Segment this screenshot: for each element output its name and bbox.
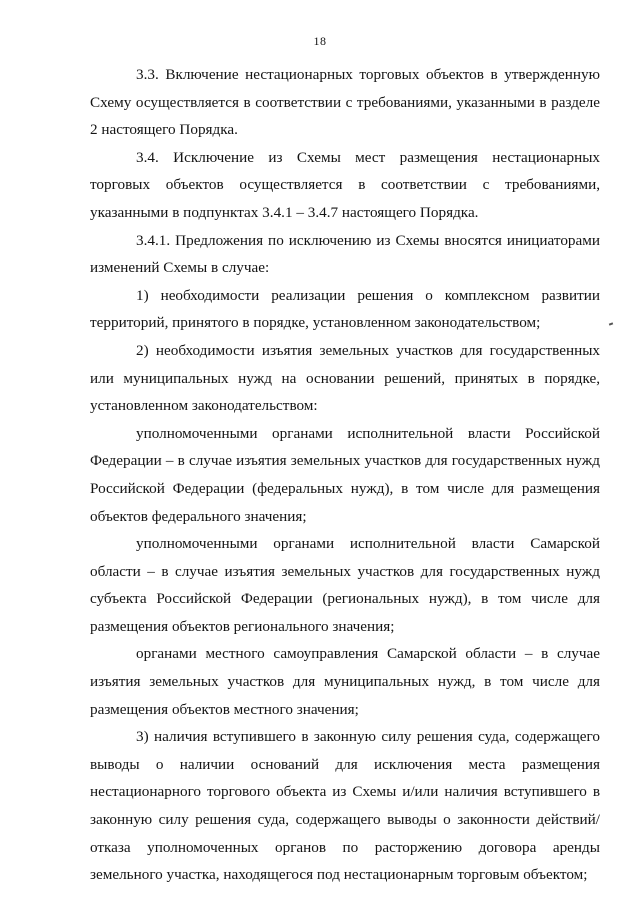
- paragraph-3-3: 3.3. Включение нестационарных торговых объектов в утвержденную Схему осуществляется в соответствии с требованиями, указанными в разделе 2 настоящего Порядка.: [90, 66, 600, 139]
- scan-artifact-mark: [609, 322, 613, 325]
- paragraph-3-4-1: 3.4.1. Предложения по исключению из Схемы вносятся инициаторами изменений Схемы в случае:: [90, 231, 600, 277]
- list-item-2: 2) необходимости изъятия земельных участков для государственных или муниципальных нужд на основании решений, принятых в порядке, установленном законодательством:: [90, 341, 600, 415]
- list-item-3: 3) наличия вступившего в законную силу решения суда, содержащего выводы о наличии оснований для исключения места размещения нестационарного торгового объекта из Схемы и/или наличия вступившего в законную силу решения суда, содержащего выводы о законности действий/отказа уполномоченных органов по расторжению договора аренды земельного участка, находящегося под нестационарным торговым объектом;: [90, 728, 600, 884]
- document-body: [90, 61, 600, 889]
- sub-item-municipal: органами местного самоуправления Самарской области – в случае изъятия земельных участков для муниципальных нужд, в том числе для размещения объектов местного значения;: [90, 645, 600, 718]
- sub-item-federal: уполномоченными органами исполнительной власти Российской Федерации – в случае изъятия земельных участков для государственных нужд Российской Федерации (федеральных нужд), в том числе для размещения объектов федерального значения;: [90, 424, 600, 525]
- sub-item-regional: уполномоченными органами исполнительной власти Самарской области – в случае изъятия земельных участков для государственных нужд субъекта Российской Федерации (региональных нужд), в том числе для размещения объектов регионального значения;: [90, 535, 600, 635]
- paragraph-3-4: 3.4. Исключение из Схемы мест размещения нестационарных торговых объектов осуществляется в соответствии с требованиями, указанными в подпунктах 3.4.1 – 3.4.7 настоящего Порядка.: [90, 148, 600, 221]
- list-item-1: 1) необходимости реализации решения о комплексном развитии территорий, принятого в порядке, установленном законодательством;: [90, 286, 600, 332]
- page-number: 18: [313, 34, 327, 48]
